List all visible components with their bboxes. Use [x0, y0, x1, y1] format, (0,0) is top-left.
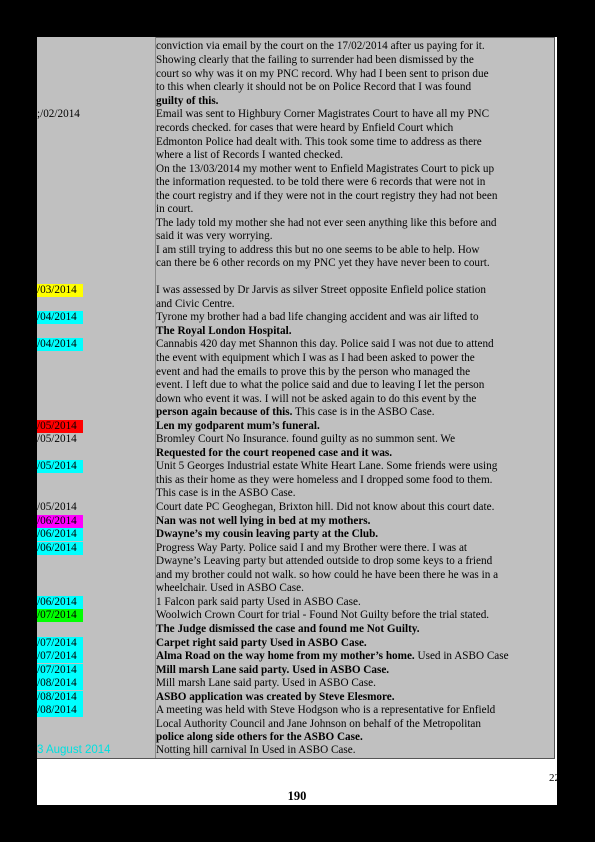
event-line: Unit 5 Georges Industrial estate White Heart Lane. Some friends were using [156, 460, 498, 472]
document-page [37, 37, 560, 805]
event-line: The Judge dismissed the case and found me Not Guilty. [156, 623, 420, 635]
event-line: I am still trying to address this but no one seems to be able to help. How [156, 244, 480, 256]
event-line: and my brother could not walk. so how could he have been there he was in a [156, 569, 499, 581]
timeline-table [37, 37, 555, 759]
corner-number: 22 [549, 772, 560, 784]
event-line: police along side others for the ASBO Case. [156, 731, 363, 743]
event-line: Mill marsh Lane said party. Used in ASBO Case. [156, 664, 390, 676]
date-cell: /06/2014 [37, 542, 83, 555]
date-cell: /04/2014 [37, 338, 83, 351]
date-cell: /08/2014 [37, 677, 83, 690]
date-cell: /05/2014 [37, 460, 83, 473]
event-line: Dwayne’s Leaving party but attended outside to drop some keys to a friend [156, 555, 493, 567]
date-cell: /04/2014 [37, 311, 83, 324]
event-line: Woolwich Crown Court for trial - Found Not Guilty before the trial stated. [156, 609, 490, 621]
event-line: event and had the emails to prove this by the person who managed the [156, 366, 471, 378]
event-line: Email was sent to Highbury Corner Magistrates Court to have all my PNC [156, 108, 490, 120]
date-cell: /06/2014 [37, 515, 83, 528]
event-line: records checked. for cases that were heard by Enfield Court which [156, 122, 454, 134]
event-line: the event with equipment which I was as I had been asked to power the [156, 352, 475, 364]
event-line: A meeting was held with Steve Hodgson who is a representative for Enfield [156, 704, 496, 716]
date-cell: /05/2014 [37, 420, 83, 433]
table-top-border [155, 37, 554, 38]
event-line: Len my godparent mum’s funeral. [156, 420, 320, 432]
date-cell: /05/2014 [37, 433, 77, 445]
event-line: Requested for the court reopened case and it was. [156, 447, 393, 459]
event-line: to this when clearly it should not be on Police Record that I was found [156, 81, 472, 93]
event-line: and Civic Centre. [156, 298, 235, 310]
event-line: down who event it was. I will not be asked again to do this event by the [156, 393, 477, 405]
event-line: court so why was it on my PNC record. Why had I been sent to prison due [156, 68, 489, 80]
event-line: conviction via email by the court on the 17/02/2014 after us paying for it. [156, 40, 485, 52]
event-line: Edmonton Police had dealt with. This took some time to address as there [156, 136, 482, 148]
event-line: Court date PC Geoghegan, Brixton hill. Did not know about this court date. [156, 501, 495, 513]
event-line: Bromley Court No Insurance. found guilty as no summon sent. We [156, 433, 456, 445]
event-line: Cannabis 420 day met Shannon this day. Police said I was not due to attend [156, 338, 494, 350]
event-line: The Royal London Hospital. [156, 325, 292, 337]
date-cell: /07/2014 [37, 650, 83, 663]
date-cell: /07/2014 [37, 637, 83, 650]
date-cell: ;/02/2014 [37, 108, 80, 120]
date-cell: /08/2014 [37, 691, 83, 704]
event-line: Alma Road on the way home from my mother’s home. Used in ASBO Case [156, 650, 509, 662]
date-cell: /05/2014 [37, 501, 77, 513]
event-line: in court. [156, 203, 194, 215]
event-line: Mill marsh Lane said party. Used in ASBO Case. [156, 677, 376, 689]
event-line: ASBO application was created by Steve Elesmore. [156, 691, 395, 703]
event-line: where a list of Records I wanted checked. [156, 149, 344, 161]
event-line: This case is in the ASBO Case. [156, 487, 296, 499]
event-line: Dwayne’s my cousin leaving party at the Club. [156, 528, 379, 540]
event-line: I was assessed by Dr Jarvis as silver Street opposite Enfield police station [156, 284, 486, 296]
event-line: Local Authority Council and Jane Johnson on behalf of the Metropolitan [156, 718, 481, 730]
event-line: Tyrone my brother had a bad life changing accident and was air lifted to [156, 311, 479, 323]
event-line: the court registry and if they were not in the court registry they had not been [156, 190, 498, 202]
date-cell: /08/2014 [37, 704, 83, 717]
event-line: Nan was not well lying in bed at my mothers. [156, 515, 371, 527]
event-line: Showing clearly that the failing to surrender had been dismissed by the [156, 54, 474, 66]
event-line: Progress Way Party. Police said I and my Brother were there. I was at [156, 542, 468, 554]
date-cell: /07/2014 [37, 664, 83, 677]
event-line: The lady told my mother she had not ever seen anything like this before and [156, 217, 497, 229]
event-line: On the 13/03/2014 my mother went to Enfield Magistrates Court to pick up [156, 163, 495, 175]
event-line: event. I left due to what the police said and due to leaving I let the person [156, 379, 485, 391]
event-line: said it was very worrying. [156, 230, 273, 242]
event-line: wheelchair. Used in ASBO Case. [156, 582, 304, 594]
event-line: Carpet right said party Used in ASBO Case. [156, 637, 367, 649]
date-cell: /06/2014 [37, 528, 83, 541]
event-line: Notting hill carnival In Used in ASBO Case. [156, 744, 356, 756]
event-line: the information requested. to be told there were 6 records that were not in [156, 176, 486, 188]
event-line: 1 Falcon park said party Used in ASBO Case. [156, 596, 361, 608]
event-line: this as their home as they were homeless and I dropped some food to them. [156, 474, 493, 486]
date-cell: 3 August 2014 [37, 744, 111, 756]
date-cell: /03/2014 [37, 284, 83, 297]
date-cell: /07/2014 [37, 609, 83, 622]
event-line: can there be 6 other records on my PNC yet they have never been to court. [156, 257, 490, 269]
page-number: 190 [287, 789, 307, 803]
event-line: person again because of this. This case is in the ASBO Case. [156, 406, 435, 418]
event-line: guilty of this. [156, 95, 219, 107]
date-cell: /06/2014 [37, 596, 83, 609]
